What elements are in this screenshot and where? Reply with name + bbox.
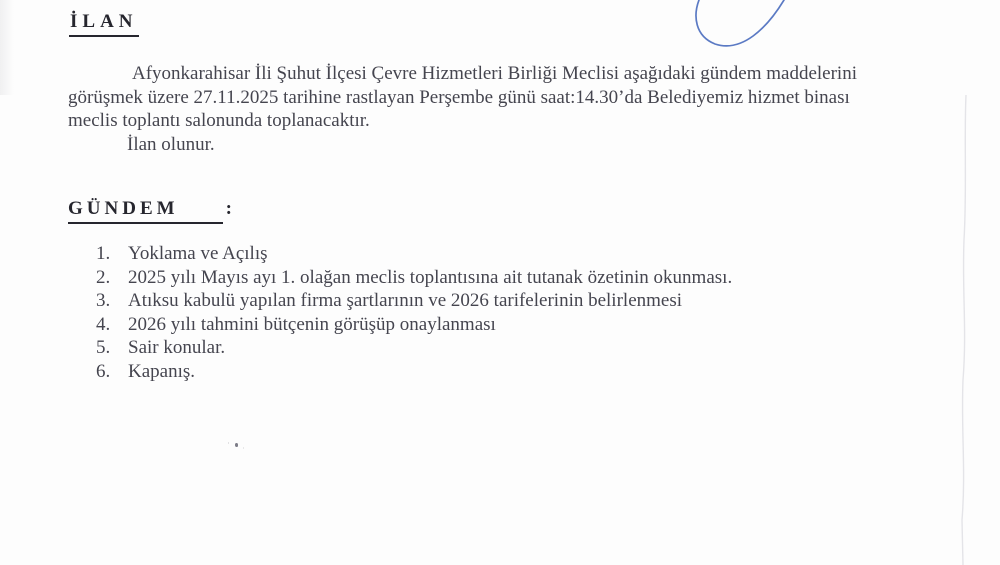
scan-edge-shadow-left	[0, 0, 14, 95]
agenda-heading-colon: :	[225, 198, 232, 219]
paragraph-line: Afyonkarahisar İli Şuhut İlçesi Çevre Hizmetleri Birliği Meclisi aşağıdaki gündem maddelerini	[132, 63, 857, 84]
agenda-item-text: Kapanış.	[128, 360, 196, 382]
agenda-item-number: 1.	[96, 243, 111, 264]
agenda-item-text: Yoklama ve Açılış	[128, 243, 268, 264]
agenda-item-text: Atıksu kabulü yapılan firma şartlarının ve 2026 tarifelerinin belirlenmesi	[128, 290, 683, 312]
agenda-item-number: 6.	[96, 360, 111, 382]
scan-speck-artifact	[235, 443, 238, 447]
agenda-item-number: 2.	[96, 266, 111, 288]
agenda-item	[96, 242, 836, 266]
agenda-heading	[68, 198, 232, 224]
agenda-item	[96, 266, 836, 290]
paragraph-line: görüşmek üzere 27.11.2025 tarihine rastlayan Perşembe günü saat:14.30’da Belediyemiz hizmet binası	[68, 86, 850, 108]
agenda-item-number: 5.	[96, 337, 111, 359]
paragraph-line: meclis toplantı salonunda toplanacaktır.	[68, 110, 370, 132]
paper-torn-edge-right	[940, 0, 1000, 565]
blue-pen-stroke	[690, 0, 796, 52]
agenda-item-text: 2026 yılı tahmini bütçenin görüşüp onaylanması	[128, 313, 496, 335]
agenda-list	[96, 242, 836, 384]
announcement-paragraph	[68, 62, 893, 156]
agenda-item	[96, 289, 836, 313]
agenda-item-number: 3.	[96, 290, 111, 312]
agenda-item	[96, 336, 836, 360]
agenda-heading-underline	[68, 198, 223, 224]
agenda-heading-text: GÜNDEM	[68, 198, 179, 219]
paragraph-line-ilan-olunur: İlan olunur.	[127, 133, 215, 155]
agenda-item-text: Sair konular.	[128, 337, 226, 359]
document-title: İLAN	[69, 11, 139, 37]
agenda-item-text: 2025 yılı Mayıs ayı 1. olağan meclis toplantısına ait tutanak özetinin okunması.	[128, 266, 733, 288]
agenda-item-number: 4.	[96, 313, 111, 335]
agenda-item	[96, 360, 836, 384]
agenda-item	[96, 313, 836, 337]
